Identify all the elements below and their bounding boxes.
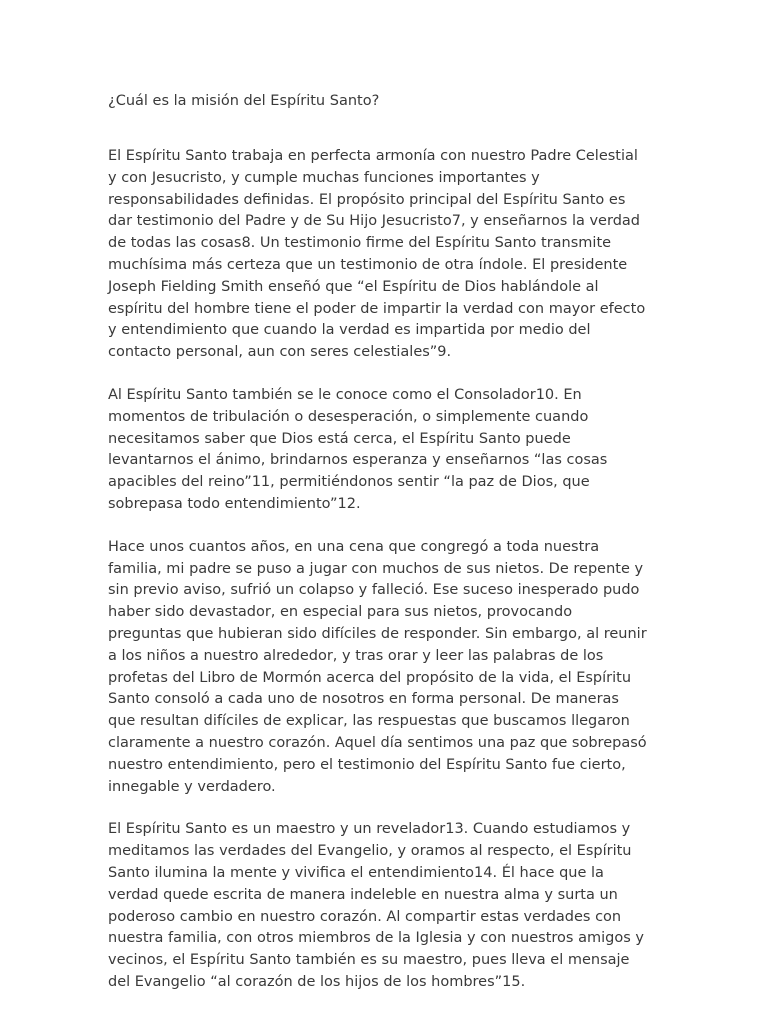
- paragraph-4: El Espíritu Santo es un maestro y un revelador13. Cuando estudiamos y meditamos las verdades del Evangelio, y oramos al respecto, el Espíritu Santo ilumina la mente y vivifica el entendimiento14. Él hace que la verdad quede escrita de manera indeleble en nuestra alma y surta un poderoso cambio en nuestro corazón. Al compartir estas verdades con nuestra familia, con otros miembros de la Iglesia y con nuestros amigos y vecinos, el Espíritu Santo también es su maestro, pues lleva el mensaje del Evangelio “al corazón de los hijos de los hombres”15.: [108, 821, 644, 990]
- document-page: [108, 90, 648, 1015]
- paragraph-2: Al Espíritu Santo también se le conoce como el Consolador10. En momentos de tribulación o desesperación, o simplemente cuando necesitamos saber que Dios está cerca, el Espíritu Santo puede levantarnos el ánimo, brindarnos esperanza y enseñarnos “las cosas apacibles del reino”11, permitiéndonos sentir “la paz de Dios, que sobrepasa todo entendimiento”12.: [108, 386, 608, 512]
- paragraph-3: Hace unos cuantos años, en una cena que congregó a toda nuestra familia, mi padre se puso a jugar con muchos de sus nietos. De repente y sin previo aviso, sufrió un colapso y falleció. Ese suceso inesperado pudo haber sido devastador, en especial para sus nietos, provocando preguntas que hubieran sido difíciles de responder. Sin embargo, al reunir a los niños a nuestro alrededor, y tras orar y leer las palabras de los profetas del Libro de Mormón acerca del propósito de la vida, el Espíritu Santo consoló a cada uno de nosotros en forma personal. De maneras que resultan difíciles de explicar, las respuestas que buscamos llegaron claramente a nuestro corazón. Aquel día sentimos una paz que sobrepasó nuestro entendimiento, pero el testimonio del Espíritu Santo fue cierto, innegable y verdadero.: [108, 538, 647, 795]
- document-title: ¿Cuál es la misión del Espíritu Santo?: [108, 93, 380, 109]
- paragraph-1: El Espíritu Santo trabaja en perfecta armonía con nuestro Padre Celestial y con Jesucristo, y cumple muchas funciones importantes y responsabilidades definidas. El propósito principal del Espíritu Santo es dar testimonio del Padre y de Su Hijo Jesucristo7, y enseñarnos la verdad de todas las cosas8. Un testimonio firme del Espíritu Santo transmite muchísima más certeza que un testimonio de otra índole. El presidente Joseph Fielding Smith enseñó que “el Espíritu de Dios hablándole al espíritu del hombre tiene el poder de impartir la verdad con mayor efecto y entendimiento que cuando la verdad es impartida por medio del contacto personal, aun con seres celestiales”9.: [108, 148, 646, 361]
